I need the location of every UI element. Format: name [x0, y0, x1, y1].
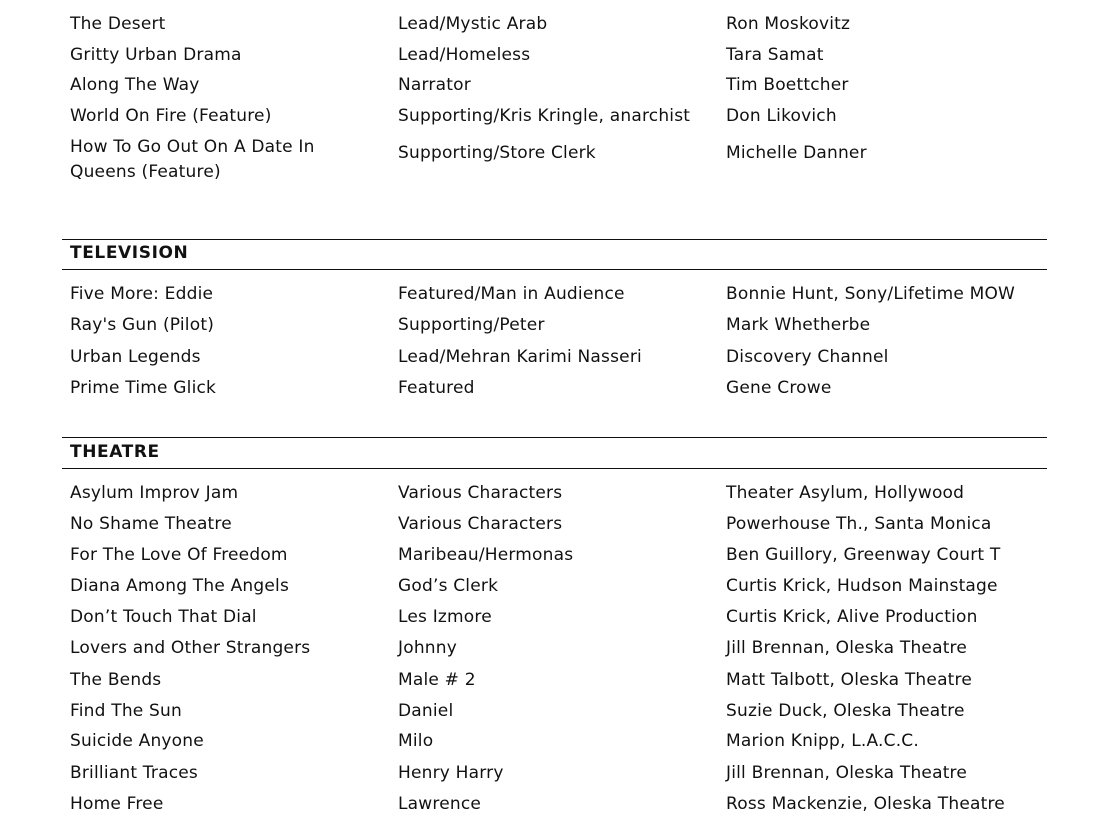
credit-role: Milo: [398, 731, 434, 751]
credit-role: Male # 2: [398, 670, 476, 690]
section-divider: [62, 437, 1047, 438]
credit-title: Find The Sun: [70, 701, 182, 721]
credit-director: Mark Whetherbe: [726, 315, 871, 335]
credit-director: Tara Samat: [726, 45, 824, 65]
credit-director: Suzie Duck, Oleska Theatre: [726, 701, 965, 721]
credit-director: Michelle Danner: [726, 143, 867, 163]
credit-role: Various Characters: [398, 483, 563, 503]
credit-role: Les Izmore: [398, 607, 492, 627]
credit-director: Curtis Krick, Hudson Mainstage: [726, 576, 998, 596]
credit-director: Curtis Krick, Alive Production: [726, 607, 978, 627]
credit-director: Bonnie Hunt, Sony/Lifetime MOW: [726, 284, 1016, 304]
credit-title: For The Love Of Freedom: [70, 545, 288, 565]
credit-director: Jill Brennan, Oleska Theatre: [726, 763, 968, 783]
credit-director: Marion Knipp, L.A.C.C.: [726, 731, 919, 751]
credit-role: Johnny: [398, 638, 457, 658]
credit-title: The Desert: [70, 14, 166, 34]
credit-title: The Bends: [70, 670, 162, 690]
credit-role: Featured: [398, 378, 475, 398]
credit-title: Five More: Eddie: [70, 284, 214, 304]
credit-director: Gene Crowe: [726, 378, 832, 398]
credit-title: How To Go Out On A Date In Queens (Feature): [70, 137, 315, 182]
credit-title: Ray's Gun (Pilot): [70, 315, 215, 335]
section-heading-television: TELEVISION: [70, 243, 189, 263]
credit-title: Suicide Anyone: [70, 731, 204, 751]
credit-director: Theater Asylum, Hollywood: [726, 483, 965, 503]
credit-title: Along The Way: [70, 75, 200, 95]
credit-role: Lawrence: [398, 794, 482, 814]
credit-role: God’s Clerk: [398, 576, 499, 596]
credit-director: Discovery Channel: [726, 347, 889, 367]
credit-role: Henry Harry: [398, 763, 504, 783]
section-divider: [62, 468, 1047, 469]
credit-title: Diana Among The Angels: [70, 576, 290, 596]
credit-title: Lovers and Other Strangers: [70, 638, 311, 658]
table-row: [70, 135, 1046, 187]
credit-title: Brilliant Traces: [70, 763, 198, 783]
credit-role: Lead/Homeless: [398, 45, 531, 65]
credit-role: Daniel: [398, 701, 454, 721]
credit-title: Asylum Improv Jam: [70, 483, 239, 503]
credit-title: Gritty Urban Drama: [70, 45, 242, 65]
credit-title: Don’t Touch That Dial: [70, 607, 257, 627]
credit-role: Lead/Mystic Arab: [398, 14, 548, 34]
credit-director: Ron Moskovitz: [726, 14, 851, 34]
section-heading-theatre: THEATRE: [70, 442, 160, 462]
section-divider: [62, 239, 1047, 240]
credit-role: Featured/Man in Audience: [398, 284, 625, 304]
credit-role: Supporting/Kris Kringle, anarchist: [398, 106, 691, 126]
credit-role: Narrator: [398, 75, 471, 95]
credit-director: Don Likovich: [726, 106, 837, 126]
credit-director: Jill Brennan, Oleska Theatre: [726, 638, 968, 658]
credit-title: No Shame Theatre: [70, 514, 232, 534]
credit-director: Tim Boettcher: [726, 75, 849, 95]
credit-role: Maribeau/Hermonas: [398, 545, 574, 565]
credit-role: Various Characters: [398, 514, 563, 534]
credit-title: Urban Legends: [70, 347, 201, 367]
credit-role: Supporting/Peter: [398, 315, 545, 335]
section-divider: [62, 269, 1047, 270]
credit-title: World On Fire (Feature): [70, 106, 272, 126]
credit-title: Home Free: [70, 794, 164, 814]
credit-director: Ross Mackenzie, Oleska Theatre: [726, 794, 1005, 814]
credit-title: Prime Time Glick: [70, 378, 217, 398]
credit-director: Matt Talbott, Oleska Theatre: [726, 670, 973, 690]
credit-role: Lead/Mehran Karimi Nasseri: [398, 347, 642, 367]
credit-director: Ben Guillory, Greenway Court T: [726, 545, 1001, 565]
credit-director: Powerhouse Th., Santa Monica: [726, 514, 992, 534]
credit-role: Supporting/Store Clerk: [398, 143, 596, 163]
